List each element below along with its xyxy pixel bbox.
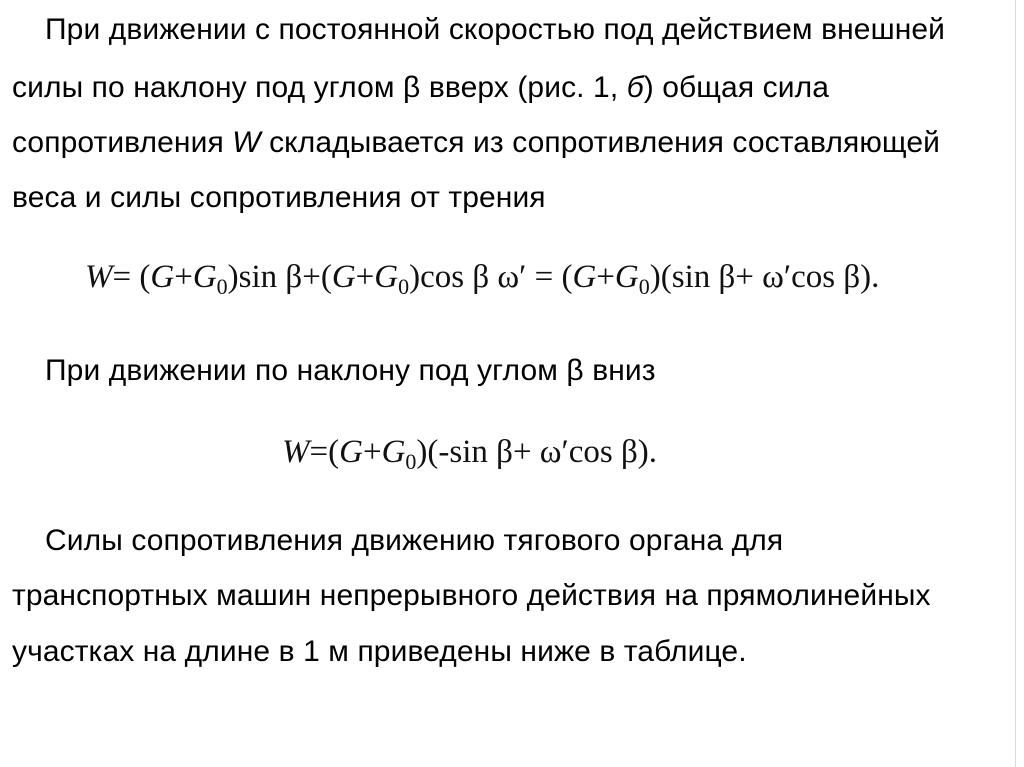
- formula1-g0-1: G: [192, 259, 217, 295]
- formula1-sub1: 0: [216, 274, 228, 299]
- formula1-sub2: 0: [398, 274, 410, 299]
- paragraph1-line1: При движении с постоянной скоростью под действием внешней: [45, 13, 946, 46]
- paragraph1-line2-text-a: силы по наклону под углом β вверх (рис. 1,: [12, 71, 627, 104]
- formula2-g1: G: [339, 434, 363, 470]
- paragraph3-line3: участках на длине в 1 м приведены ниже в таблице.: [12, 635, 747, 668]
- paragraph1-line2-text-c: ) общая сила: [643, 71, 829, 104]
- formula1-plus2: +: [355, 259, 375, 295]
- formula1-g1: G: [150, 259, 175, 295]
- paragraph1-line2-italic-b: б: [626, 71, 644, 104]
- formula1-part2: )sin β+(: [227, 259, 332, 295]
- paragraph1-line2: [12, 70, 829, 106]
- formula1-g0-2: G: [374, 259, 399, 295]
- formula1-w: W: [85, 259, 113, 295]
- formula1-g2: G: [331, 259, 356, 295]
- formula2-part2: )(-sin β+ ω′cos β).: [416, 434, 658, 470]
- formula1-g3: G: [572, 259, 597, 295]
- formula-downward: [282, 432, 657, 472]
- formula1-part1: = (: [112, 259, 151, 295]
- formula1-plus1: +: [174, 259, 193, 295]
- paragraph1-line3: [12, 125, 940, 161]
- formula-upward: [85, 257, 879, 297]
- formula1-sub3: 0: [638, 274, 650, 299]
- formula2-plus1: +: [362, 434, 382, 470]
- paragraph3-line2: транспортных машин непрерывного действия на прямолинейных: [12, 579, 931, 612]
- paragraph2-line1: При движении по наклону под углом β вниз: [45, 354, 656, 387]
- formula1-g0-3: G: [614, 259, 639, 295]
- paragraph3-line1: Силы сопротивления движению тягового органа для: [45, 524, 784, 557]
- paragraph1-line4: веса и силы сопротивления от трения: [12, 181, 546, 214]
- formula1-part4: )(sin β+ ω′cos β).: [649, 259, 880, 295]
- paragraph1-line3-text-a: сопротивления: [12, 126, 233, 159]
- formula1-plus3: +: [596, 259, 615, 295]
- paragraph1-line3-italic-w: W: [232, 126, 261, 159]
- formula2-sub1: 0: [405, 449, 417, 474]
- formula2-w: W: [282, 434, 310, 470]
- formula2-part1: =(: [309, 434, 340, 470]
- formula2-g0-1: G: [381, 434, 406, 470]
- formula1-part3: )cos β ω′ = (: [409, 259, 573, 295]
- paragraph1-line3-text-c: складывается из сопротивления составляющей: [260, 126, 941, 159]
